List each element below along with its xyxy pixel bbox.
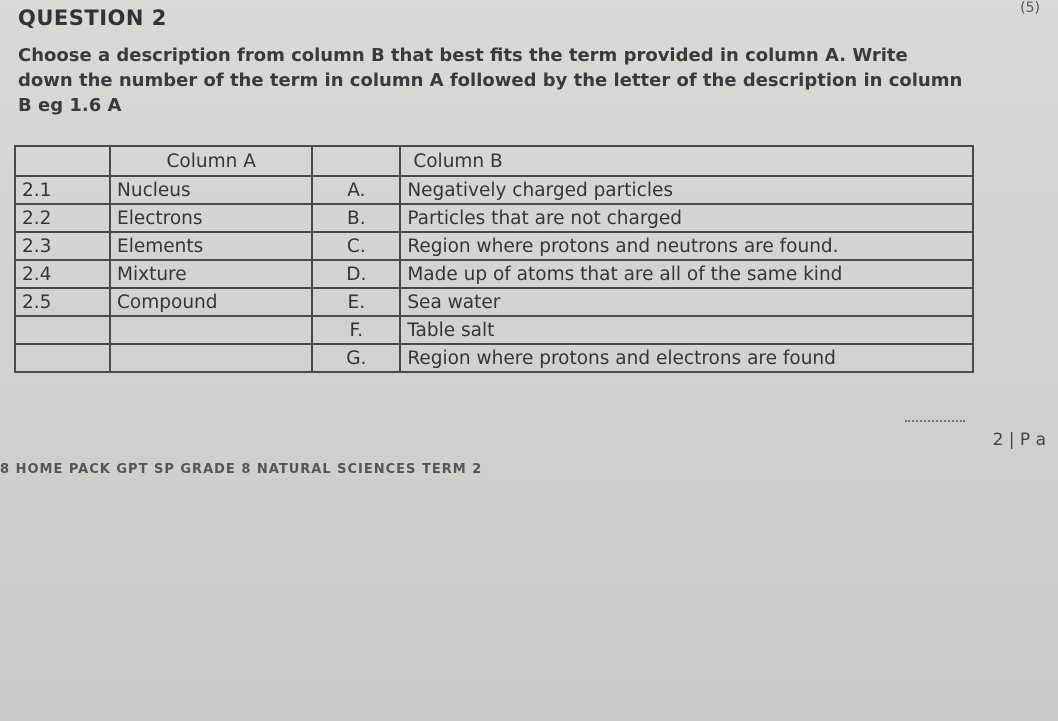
description-letter: E.	[312, 288, 400, 316]
description: Particles that are not charged	[400, 204, 973, 232]
description: Negatively charged particles	[400, 176, 973, 204]
term-number: 2.3	[15, 232, 110, 260]
term: Elements	[110, 232, 312, 260]
term: Mixture	[110, 260, 312, 288]
header-blank-cell	[15, 146, 110, 176]
table-row	[15, 204, 973, 232]
description-letter: F.	[312, 316, 400, 344]
header-blank-cell	[312, 146, 400, 176]
footer-divider	[905, 420, 965, 422]
term-number	[15, 316, 110, 344]
description: Sea water	[400, 288, 973, 316]
term-number: 2.2	[15, 204, 110, 232]
term-number: 2.1	[15, 176, 110, 204]
table-row	[15, 260, 973, 288]
term-number: 2.5	[15, 288, 110, 316]
column-b-header: Column B	[400, 146, 973, 176]
table-header-row	[15, 146, 973, 176]
matching-table	[14, 145, 974, 373]
table-row	[15, 288, 973, 316]
term: Compound	[110, 288, 312, 316]
instruction-line-2: down the number of the term in column A followed by the letter of the description in column	[18, 70, 963, 91]
question-marks: (5)	[1020, 0, 1040, 16]
term-number: 2.4	[15, 260, 110, 288]
footer-text: 8 HOME PACK GPT SP GRADE 8 NATURAL SCIENCES TERM 2	[0, 462, 483, 477]
page-number: 2 | P a	[992, 430, 1046, 450]
term: Electrons	[110, 204, 312, 232]
description-letter: B.	[312, 204, 400, 232]
description-letter: D.	[312, 260, 400, 288]
term	[110, 316, 312, 344]
table-row	[15, 232, 973, 260]
term-number	[15, 344, 110, 372]
question-heading: QUESTION 2	[18, 6, 167, 30]
column-a-header: Column A	[110, 146, 312, 176]
description: Made up of atoms that are all of the same kind	[400, 260, 973, 288]
term: Nucleus	[110, 176, 312, 204]
instruction-line-1: Choose a description from column B that best fits the term provided in column A. Write	[18, 45, 908, 66]
table-row	[15, 344, 973, 372]
description-letter: C.	[312, 232, 400, 260]
description: Region where protons and neutrons are found.	[400, 232, 973, 260]
table-row	[15, 176, 973, 204]
table-row	[15, 316, 973, 344]
description: Region where protons and electrons are found	[400, 344, 973, 372]
description: Table salt	[400, 316, 973, 344]
term	[110, 344, 312, 372]
description-letter: G.	[312, 344, 400, 372]
description-letter: A.	[312, 176, 400, 204]
instruction-line-3: B eg 1.6 A	[18, 95, 122, 116]
